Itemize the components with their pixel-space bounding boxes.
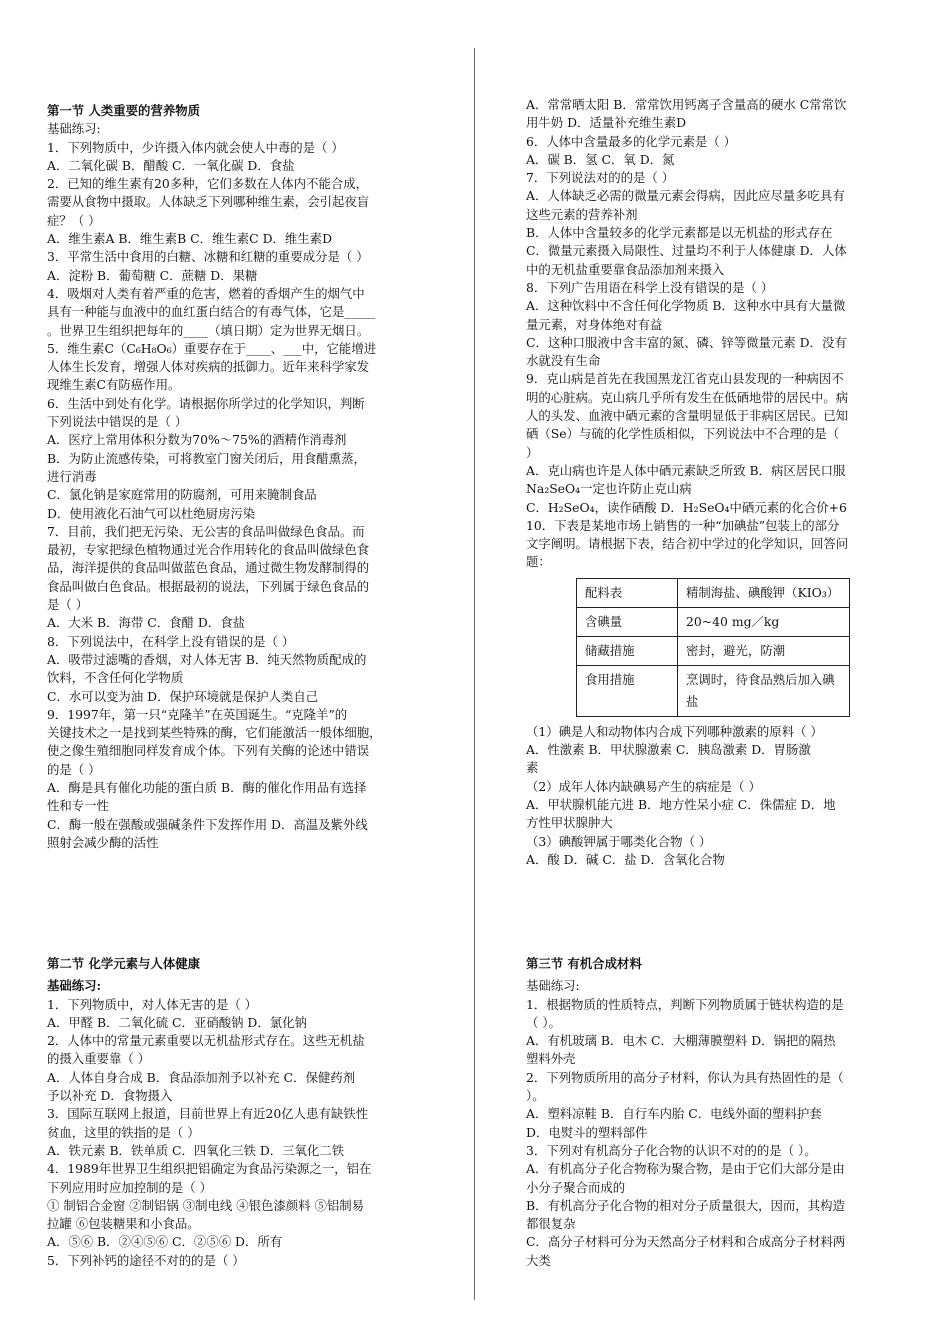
text-line: 这些元素的营养补剂 xyxy=(526,206,638,222)
text-line: A．塑料凉鞋 B．自行车内胎 C．电线外面的塑料护套 xyxy=(526,1106,822,1122)
text-line: 明的心脏病。克山病几乎所有发生在低硒地带的居民中。病 xyxy=(526,389,849,405)
text-line: ） xyxy=(526,444,539,460)
text-line: 基础练习: xyxy=(47,121,101,137)
text-line: A．⑤⑥ B．②④⑤⑥ C．②⑤⑥ D．所有 xyxy=(47,1234,283,1250)
text-line: 进行消毒 xyxy=(47,468,97,484)
text-line: 5．下列补钙的途径不对的的是（ ） xyxy=(47,1252,245,1268)
text-line: A．吸带过滤嘴的香烟，对人体无害 B．纯天然物质配成的 xyxy=(47,651,367,667)
text-line: 文字阐明。请根据下表，结合初中学过的化学知识，回答问 xyxy=(526,536,849,552)
text-line: 素 xyxy=(526,760,539,776)
text-line: 下列说法中错误的是（ ） xyxy=(47,414,188,430)
text-line: 量元素，对身体绝对有益 xyxy=(526,316,663,332)
text-line: （3）碘酸钾属于哪类化合物（ ） xyxy=(526,833,712,849)
text-line: B．为防止流感传染，可将教室门窗关闭后，用食醋熏蒸， xyxy=(47,450,366,466)
text-line: ）。 xyxy=(526,1088,545,1104)
text-line: 具有一种能与血液中的血红蛋白结合的有毒气体，它是_____ xyxy=(47,304,376,320)
text-line: B．有机高分子化合物的相对分子质量很大，因而，其构造 xyxy=(526,1197,845,1213)
text-line: （1）碘是人和动物体内合成下列哪种激素的原料（ ） xyxy=(526,723,823,739)
text-line: 饮料，不含任何化学物质 xyxy=(47,670,184,686)
text-line: 题： xyxy=(526,554,551,570)
text-line: 小分子聚合而成的 xyxy=(526,1179,626,1195)
text-line: C．氯化钠是家庭常用的防腐剂，可用来腌制食品 xyxy=(47,487,317,503)
section-2 xyxy=(47,955,432,1270)
text-line: 4．1989年世界卫生组织把铝确定为食品污染源之一，铝在 xyxy=(47,1161,372,1177)
text-line: ① 制铝合金窗 ②制铝锅 ③制电线 ④银色漆颜料 ⑤铝制易 xyxy=(47,1197,365,1213)
text-line: 需要从食物中摄取。人体缺乏下列哪种维生素，会引起夜盲 xyxy=(47,194,370,210)
text-line: 的摄入重要靠（ ） xyxy=(47,1051,151,1067)
text-line: D．电熨斗的塑料部件 xyxy=(526,1124,648,1140)
table-row xyxy=(577,636,850,665)
text-line: 6．生活中到处有化学。请根据你所学过的化学知识，判断 xyxy=(47,395,365,411)
text-line: 最初，专家把绿色植物通过光合作用转化的食品叫做绿色食 xyxy=(47,542,370,558)
text-line: 3．下列对有机高分子化合物的认识不对的的是（ ）。 xyxy=(526,1142,817,1158)
text-line: 1．下列物质中，对人体无害的是（ ） xyxy=(47,996,258,1012)
table-cell-label: 含碘量 xyxy=(577,607,678,636)
text-line: 8．下列广告用语在科学上没有错误的是（ ） xyxy=(526,279,774,295)
text-line: 9．1997年，第一只“克隆羊”在英国诞生。“克隆羊”的 xyxy=(47,706,348,722)
table-cell-label: 配料表 xyxy=(577,578,678,607)
section-3 xyxy=(526,955,911,1270)
section-1 xyxy=(47,102,432,852)
table-row xyxy=(577,607,850,636)
text-line: 方性甲状腺肿大 xyxy=(526,815,613,831)
text-line: A．二氧化碳 B．醋酸 C．一氧化碳 D．食盐 xyxy=(47,157,295,173)
text-line: A．这种饮料中不含任何化学物质 B．这种水中具有大量微 xyxy=(526,298,846,314)
section-2-subtitle: 基础练习: xyxy=(47,978,102,994)
text-line: 现维生素C有防癌作用。 xyxy=(47,377,181,393)
section-1-continued-body xyxy=(526,96,911,572)
text-line: 水就没有生命 xyxy=(526,353,601,369)
text-line: D．使用液化石油气可以杜绝厨房污染 xyxy=(47,505,256,521)
section-3-title: 第三节 有机合成材料 xyxy=(526,956,642,971)
text-line: 使之像生殖细胞同样发育成个体。下列有关酶的论述中错误 xyxy=(47,743,370,759)
text-line: A．常常晒太阳 B．常常饮用钙离子含量高的硬水 C常常饮 xyxy=(526,97,847,112)
text-line: A．克山病也许是人体中硒元素缺乏所致 B．病区居民口服 xyxy=(526,462,846,478)
text-line: Na₂SeO₄一定也许防止克山病 xyxy=(526,481,692,497)
table-cell-label: 储藏措施 xyxy=(577,636,678,665)
text-line: A．维生素A B．维生素B C．维生素C D．维生素D xyxy=(47,231,333,247)
text-line: A．甲状腺机能亢进 B．地方性呆小症 C．侏儒症 D．地 xyxy=(526,796,836,812)
text-line: 4．吸烟对人类有着严重的危害，燃着的香烟产生的烟气中 xyxy=(47,285,365,301)
text-line: 中的无机盐重要靠食品添加剂来摄入 xyxy=(526,261,725,277)
text-line: B．人体中含量较多的化学元素都是以无机盐的形式存在 xyxy=(526,225,833,241)
text-line: C．这种口服液中含丰富的氮、磷、锌等微量元素 D．没有 xyxy=(526,334,847,350)
text-line: 品，海洋提供的食品叫做蓝色食品，通过微生物发酵制得的 xyxy=(47,560,370,576)
section-2-title: 第二节 化学元素与人体健康 xyxy=(47,956,201,971)
text-line: 关键技术之一是找到某些特殊的酶，它们能激活一般体细胞， xyxy=(47,725,382,741)
section-1-body xyxy=(47,120,432,852)
section-3-body xyxy=(526,977,911,1270)
text-line: 7．目前，我们把无污染、无公害的食品叫做绿色食品。而 xyxy=(47,523,365,539)
table-cell-value: 烹调时，待食品熟后加入碘盐 xyxy=(678,665,850,716)
text-line: 2．已知的维生素有20多种，它们多数在人体内不能合成， xyxy=(47,176,369,192)
text-line: 3．平常生活中食用的白糖、冰糖和红糖的重要成分是（ ） xyxy=(47,249,369,265)
text-line: A．人体缺乏必需的微量元素会得病，因此应尽量多吃具有 xyxy=(526,188,845,204)
text-line: C．酶一般在强酸或强碱条件下发挥作用 D．高温及紫外线 xyxy=(47,816,368,832)
text-line: 1．根据物质的性质特点，判断下列物质属于链状构造的是 xyxy=(526,996,844,1012)
text-line: 9．克山病是首先在我国黑龙江省克山县发现的一种病因不 xyxy=(526,371,844,387)
table-cell-label: 食用措施 xyxy=(577,665,678,716)
text-line: A．有机高分子化合物称为聚合物，是由于它们大部分是由 xyxy=(526,1161,845,1177)
text-line: 性和专一性 xyxy=(47,798,109,814)
section-1-questions-after-table xyxy=(526,723,911,869)
text-line: 2．人体中的常量元素重要以无机盐形式存在。这些无机盐 xyxy=(47,1033,365,1049)
text-line: （2）成年人体内缺碘易产生的病症是（ ） xyxy=(526,778,761,794)
text-line: 是（ ） xyxy=(47,597,89,613)
section-1-continued xyxy=(526,96,911,869)
text-line: A．有机玻璃 B．电木 C．大棚薄膜塑料 D．锅把的隔热 xyxy=(526,1033,836,1049)
section-1-title: 第一节 人类重要的营养物质 xyxy=(47,103,201,118)
text-line: A．铁元素 B．铁单质 C．四氧化三铁 D．三氧化二铁 xyxy=(47,1142,345,1158)
text-line: 予以补充 D．食物摄入 xyxy=(47,1088,173,1104)
text-line: 8．下列说法中，在科学上没有错误的是（ ） xyxy=(47,633,295,649)
text-line: A．医疗上常用体积分数为70%～75%的酒精作消毒剂 xyxy=(47,432,347,448)
text-line: 人体生长发育，增强人体对疾病的抵御力。近年来科学家发 xyxy=(47,359,370,375)
iodized-salt-table xyxy=(576,578,850,717)
table-cell-value: 密封，避光，防潮 xyxy=(678,636,850,665)
text-line: 7．下列说法对的的是（ ） xyxy=(526,170,675,186)
text-line: 人的头发、血液中硒元素的含量明显低于非病区居民。已知 xyxy=(526,408,849,424)
text-line: 用牛奶 D．适量补充维生素D xyxy=(526,115,687,131)
text-line: 5．维生素C（C₆H₈O₆）重要存在于____、___中，它能增进 xyxy=(47,340,377,356)
text-line: A．淀粉 B．葡萄糖 C．蔗糖 D．果糖 xyxy=(47,267,258,283)
text-line: A．酸 D．碱 C．盐 D．含氧化合物 xyxy=(526,851,725,867)
section-2-body xyxy=(47,996,432,1270)
text-line: 拉罐 ⑥包装糖果和小食品。 xyxy=(47,1216,200,1232)
text-line: 2．下列物质所用的高分子材料，你认为具有热固性的是（ xyxy=(526,1069,844,1085)
text-line: 贫血，这里的铁指的是（ ） xyxy=(47,1124,200,1140)
text-line: 的是（ ） xyxy=(47,761,101,777)
text-line: A．酶是具有催化功能的蛋白质 B．酶的催化作用品有选择 xyxy=(47,779,367,795)
text-line: C．高分子材料可分为天然高分子材料和合成高分子材料两 xyxy=(526,1234,846,1250)
table-cell-value: 20~40 mg／kg xyxy=(678,607,850,636)
text-line: 3．国际互联网上报道，目前世界上有近20亿人患有缺铁性 xyxy=(47,1106,369,1122)
column-divider xyxy=(474,48,475,1300)
text-line: 下列应用时应加控制的是（ ） xyxy=(47,1179,213,1195)
text-line: 6．人体中含量最多的化学元素是（ ） xyxy=(526,133,737,149)
text-line: 照射会减少酶的活性 xyxy=(47,834,159,850)
text-line: 都很复杂 xyxy=(526,1216,576,1232)
text-line: 1．下列物质中，少许摄入体内就会使人中毒的是（ ） xyxy=(47,139,344,155)
text-line: 大类 xyxy=(526,1252,551,1268)
text-line: C．H₂SeO₄，读作硒酸 D．H₂SeO₄中硒元素的化合价+6 xyxy=(526,499,847,515)
text-line: 10．下表是某地市场上销售的一种“加碘盐”包装上的部分 xyxy=(526,517,840,533)
table-cell-value: 精制海盐、碘酸钾（KIO₃） xyxy=(678,578,850,607)
text-line: 。世界卫生组织把每年的____（填日期）定为世界无烟日。 xyxy=(47,322,370,338)
text-line: C．水可以变为油 D．保护环境就是保护人类自己 xyxy=(47,688,319,704)
text-line: 症？（ ） xyxy=(47,212,101,228)
text-line: A．人体自身合成 B．食品添加剂予以补充 C．保健药剂 xyxy=(47,1069,356,1085)
table-row xyxy=(577,578,850,607)
text-line: 食品叫做白色食品。根据最初的说法，下列属于绿色食品的 xyxy=(47,578,370,594)
text-line: A．性激素 B．甲状腺激素 C．胰岛激素 D．胃肠激 xyxy=(526,742,811,758)
text-line: 基础练习: xyxy=(526,978,580,994)
text-line: A．碳 B．氢 C．氧 D．氮 xyxy=(526,151,675,167)
text-line: 硒（Se）与硫的化学性质相似，下列说法中不合理的是（ xyxy=(526,426,840,442)
text-line: A．甲醛 B．二氧化硫 C．亚硝酸钠 D．氯化钠 xyxy=(47,1014,307,1030)
text-line: 塑料外壳 xyxy=(526,1051,576,1067)
text-line: A．大米 B．海带 C．食醋 D．食盐 xyxy=(47,615,245,631)
text-line: （ ）。 xyxy=(526,1014,561,1030)
table-row xyxy=(577,665,850,716)
text-line: C．微量元素摄入局限性、过量均不利于人体健康 D．人体 xyxy=(526,243,847,259)
